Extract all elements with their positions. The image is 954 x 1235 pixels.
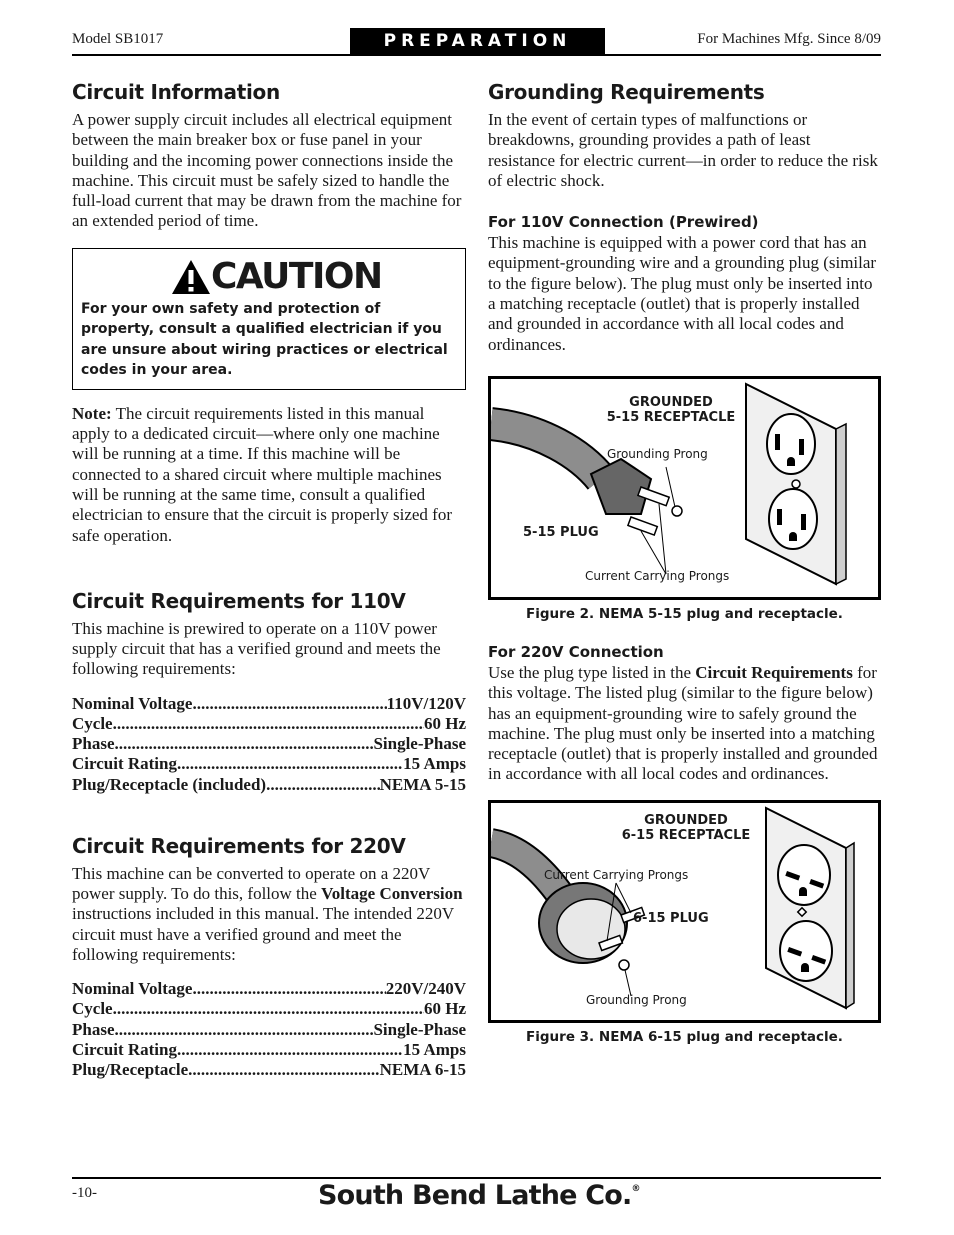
spec-row: Plug/Receptacle (included) ..... NEMA 5-15 [72,775,466,795]
grounding-body: In the event of certain types of malfunctions or breakdowns, grounding provides a path of least resistance for electric current—in order to reduce the risk of electric shock. [488,110,878,190]
note-text: The circuit requirements listed in this manual apply to a dedicated circuit—where only one machine will be running at a time. If this machine will be connected to a shared circuit where multiple machines will be running at the same time, consult a qualified electrician to ensure that the circuit is properly sized for safe operation. [72,403,452,545]
req110-spec-list [72,694,466,795]
fig3-receptacle-label: GROUNDED 6-15 RECEPTACLE [621,812,751,843]
fig2-current-prongs-label: Current Carrying Prongs [585,568,730,583]
brand-logo: South Bend Lathe Co.® [318,1180,640,1211]
figure-2-caption: Figure 2. NEMA 5-15 plug and receptacle. [526,605,843,622]
caution-title: CAUTION [211,256,382,298]
spec-row: Nominal Voltage ..... 110V/120V [72,694,466,714]
right-column [488,80,881,1045]
req110-body: This machine is prewired to operate on a 110V power supply circuit that has a verified ground and meets the following requirements: [72,618,441,679]
registered-mark: ® [631,1184,640,1194]
fig3-plug-label: 6-15 PLUG [633,910,709,926]
figure-3 [488,800,881,1023]
section-title: PREPARATION [350,28,605,54]
fig2-receptacle-label: GROUNDED 5-15 RECEPTACLE [606,394,736,425]
spec-row: Circuit Rating ..... 15 Amps [72,754,466,774]
fig3-current-prongs-label: Current Carrying Prongs [544,867,689,882]
page-number: -10- [72,1185,97,1201]
figure-3-caption: Figure 3. NEMA 6-15 plug and receptacle. [526,1028,843,1045]
warning-triangle-icon [171,259,211,295]
machines-date: For Machines Mfg. Since 8/09 [697,31,881,47]
note-label: Note: [72,403,112,423]
caution-text: For your own safety and protection of property, consult a qualified electrician if you are unsure about wiring practices or electrical codes in your area. [81,300,448,379]
spec-row: Cycle ..... 60 Hz [72,714,466,734]
spec-row: Nominal Voltage ..... 220V/240V [72,979,466,999]
spec-row: Phase ..... Single-Phase [72,1020,466,1040]
footer-rule [72,1177,881,1179]
conn220-heading: For 220V Connection [488,642,664,661]
fig2-plug-label: 5-15 PLUG [523,524,599,540]
conn110-body: This machine is equipped with a power cord that has an equipment-grounding wire and a grounding plug (similar to the figure below). The plug must only be inserted into a matching receptacle (outlet) that is properly installed and grounded in accordance with all local codes and ordinances. [488,233,877,354]
circuit-info-heading: Circuit Information [72,80,280,104]
circuit-info-body: A power supply circuit includes all electrical equipment between the main breaker box or fuse panel in your building and the incoming power connections inside the machine. This circuit must be safely sized to handle the full-load current that may be drawn from the machine for an extended period of time. [72,110,462,231]
req220-spec-list [72,979,466,1080]
spec-row: Plug/Receptacle ..... NEMA 6-15 [72,1060,466,1080]
conn110-heading: For 110V Connection (Prewired) [488,213,759,232]
spec-row: Circuit Rating ..... 15 Amps [72,1040,466,1060]
req110-heading: Circuit Requirements for 110V [72,588,406,613]
caution-header [171,257,455,297]
note-paragraph [72,404,466,546]
figure-2 [488,376,881,600]
req220-heading: Circuit Requirements for 220V [72,833,406,858]
page-header [72,26,881,54]
caution-box [72,248,466,390]
model-label: Model SB1017 [72,31,164,47]
conn220-body: Use the plug type listed in the Circuit Requirements for this voltage. The listed plug (similar to the figure below) has an equipment-grounding wire to safely ground the machine. The plug must only be inserted into a matching receptacle (outlet) that is properly installed and grounded in accordance with all local codes and ordinances. [488,662,878,784]
grounding-heading: Grounding Requirements [488,80,765,104]
header-rule [72,54,881,56]
fig3-grounding-prong-label: Grounding Prong [586,992,687,1007]
left-column [72,80,466,1080]
req220-body: This machine can be converted to operate on a 220V power supply. To do this, follow the Voltage Conversion instructions included in this manual. The intended 220V circuit must have a verified ground and meet the following requirements: [72,863,463,964]
spec-row: Phase ..... Single-Phase [72,734,466,754]
fig2-grounding-prong-label: Grounding Prong [607,446,708,461]
spec-row: Cycle ..... 60 Hz [72,999,466,1019]
